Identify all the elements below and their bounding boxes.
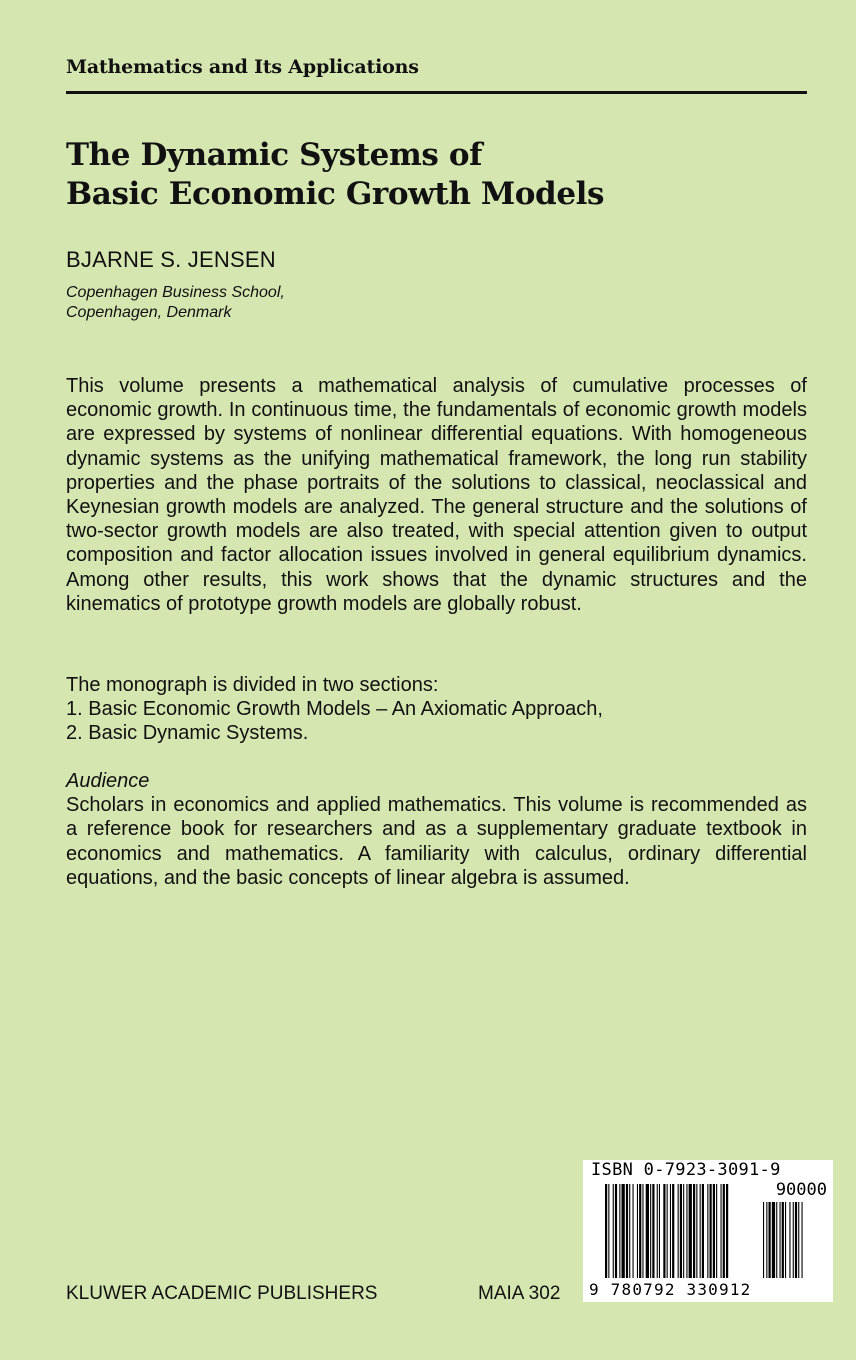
barcode-bar [626, 1184, 628, 1278]
barcode-bar [689, 1184, 692, 1278]
sections-intro: The monograph is divided in two sections: [66, 674, 439, 696]
barcode-addon-bar [769, 1202, 771, 1278]
barcode-bar [605, 1184, 607, 1278]
barcode-addon-bar [793, 1202, 794, 1278]
barcode-bar [693, 1184, 695, 1278]
barcode-bar [642, 1184, 643, 1278]
audience-block [66, 769, 807, 890]
barcode-bar [629, 1184, 630, 1278]
barcode-bar [659, 1184, 660, 1278]
barcode-bar [702, 1184, 704, 1278]
barcode [583, 1160, 833, 1302]
barcode-bar [696, 1184, 697, 1278]
barcode-bar [700, 1184, 701, 1278]
barcode-bar [622, 1184, 625, 1278]
barcode-addon-bar [776, 1202, 777, 1278]
section-item-2: 2. Basic Dynamic Systems. [66, 722, 309, 745]
barcode-bar [667, 1184, 668, 1278]
series-name: Mathematics and Its Applications [66, 56, 419, 78]
barcode-bar [637, 1184, 638, 1278]
barcode-bar [663, 1184, 665, 1278]
barcode-bar [650, 1184, 651, 1278]
barcode-bar [615, 1184, 617, 1278]
barcode-bar [726, 1184, 728, 1278]
barcode-addon-bar [772, 1202, 775, 1278]
title-line-1: The Dynamic Systems of [66, 137, 483, 173]
barcode-bar [683, 1184, 684, 1278]
barcode-addon-bar [789, 1202, 790, 1278]
barcode-bar [721, 1184, 722, 1278]
title-line-2: Basic Economic Growth Models [66, 176, 605, 212]
barcode-bar [716, 1184, 717, 1278]
abstract-paragraph: This volume presents a mathematical analysis of cumulative processes of economic growth. In continuous time, the fundamentals of economic growth models are expressed by systems of nonlinear differential equations. With homogeneous dynamic systems as the unifying mathematical framework, the long run stability properties and the phase portraits of the solutions to classical, neoclassical and Keynesian growth models are analyzed. The general structure and the solutions of two-sector growth models are also treated, with special attention given to output composition and factor allocation issues involved in general equilibrium dynamics. Among other results, this work shows that the dynamic structures and the kinematics of prototype growth models are globally robust. [66, 375, 807, 615]
header-rule [66, 91, 807, 94]
audience-text: Scholars in economics and applied mathematics. This volume is recommended as a reference book for researchers and as a supplementary graduate textbook in economics and mathematics. A familiarity with calculus, ordinary differential equations, and the basic concepts of linear algebra is assumed. [66, 794, 807, 889]
author-name: BJARNE S. JENSEN [66, 247, 276, 272]
book-title [66, 136, 604, 214]
author-affiliation [66, 283, 285, 323]
barcode-bar [652, 1184, 654, 1278]
barcode-bar [678, 1184, 679, 1278]
barcode-bar [672, 1184, 674, 1278]
barcode-bar [633, 1184, 634, 1278]
barcode-bar [723, 1184, 725, 1278]
barcode-addon-bar [782, 1202, 784, 1278]
barcode-addon-bar [780, 1202, 781, 1278]
publisher-name: KLUWER ACADEMIC PUBLISHERS [66, 1283, 378, 1304]
barcode-addon-bar [763, 1202, 764, 1278]
barcode-bar [686, 1184, 687, 1278]
isbn-number: ISBN 0-7923-3091-9 [591, 1160, 781, 1180]
barcode-bar [680, 1184, 682, 1278]
barcode-bar [710, 1184, 712, 1278]
affiliation-line-1: Copenhagen Business School, [66, 284, 285, 301]
barcode-addon-bar [798, 1202, 799, 1278]
audience-heading: Audience [66, 770, 150, 792]
barcode-bar [639, 1184, 641, 1278]
section-item-1: 1. Basic Economic Growth Models – An Axiomatic Approach, [66, 698, 603, 721]
barcode-bar [670, 1184, 671, 1278]
ean-digits: 9 780792 330912 [589, 1280, 752, 1299]
barcode-addon-bar [795, 1202, 797, 1278]
affiliation-line-2: Copenhagen, Denmark [66, 304, 232, 321]
barcode-addon-bar [785, 1202, 786, 1278]
barcode-bar [707, 1184, 708, 1278]
barcode-bar [613, 1184, 614, 1278]
barcode-bar [619, 1184, 620, 1278]
series-number: MAIA 302 [478, 1283, 561, 1304]
sections-block [66, 673, 807, 746]
barcode-bar [646, 1184, 649, 1278]
price-code: 90000 [775, 1180, 827, 1200]
barcode-addon-bar [802, 1202, 803, 1278]
barcode-bar [608, 1184, 609, 1278]
barcode-bar [713, 1184, 715, 1278]
barcode-bar [657, 1184, 658, 1278]
barcode-addon-bar [766, 1202, 767, 1278]
